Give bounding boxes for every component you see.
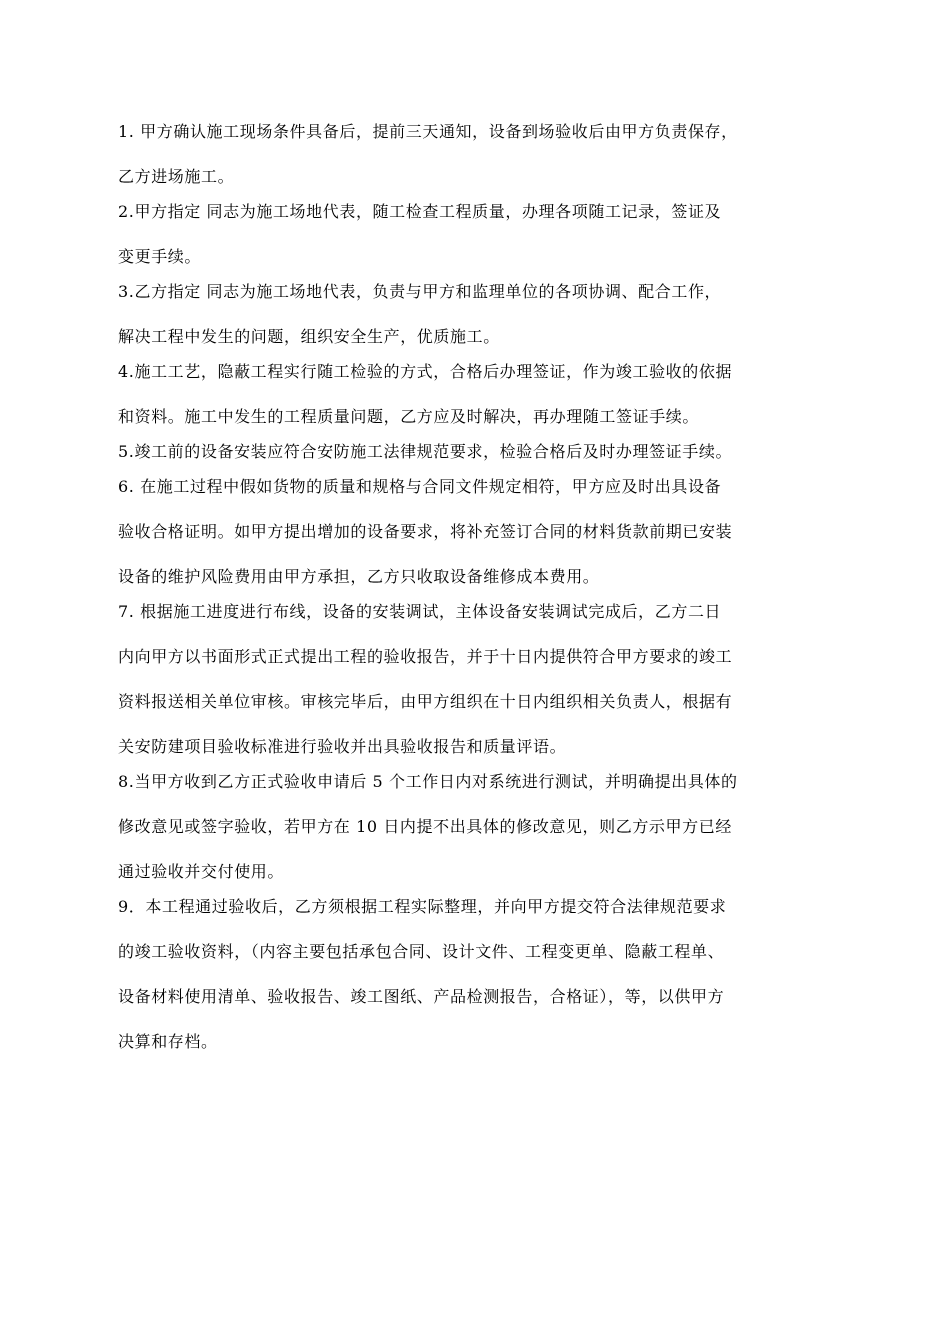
clause-line: 6. 在施工过程中假如货物的质量和规格与合同文件规定相符，甲方应及时出具设备 — [118, 477, 722, 496]
clause-line: 和资料。施工中发生的工程质量问题，乙方应及时解决，再办理随工签证手续。 — [118, 407, 700, 426]
clause-line: 决算和存档。 — [118, 1032, 218, 1051]
clause-line: 修改意见或签字验收，若甲方在 10 日内提不出具体的修改意见，则乙方示甲方已经 — [118, 817, 732, 836]
clause-line: 8.当甲方收到乙方正式验收申请后 5 个工作日内对系统进行测试，并明确提出具体的 — [118, 772, 738, 791]
contract-clauses — [118, 119, 834, 1055]
clause-line: 4.施工工艺，隐蔽工程实行随工检验的方式，合格后办理签证，作为竣工验收的依据 — [118, 362, 733, 381]
clause-line: 验收合格证明。如甲方提出增加的设备要求，将补充签订合同的材料货款前期已安装 — [118, 522, 733, 541]
clause-6 — [118, 474, 834, 590]
clause-line: 9．本工程通过验收后，乙方须根据工程实际整理，并向甲方提交符合法律规范要求 — [118, 897, 727, 916]
clause-line: 设备材料使用清单、验收报告、竣工图纸、产品检测报告，合格证），等，以供甲方 — [118, 987, 725, 1006]
clause-line: 5.竣工前的设备安装应符合安防施工法律规范要求，检验合格后及时办理签证手续。 — [118, 442, 733, 461]
clause-2 — [118, 199, 834, 270]
clause-7 — [118, 599, 834, 760]
clause-line: 2.甲方指定 同志为施工场地代表，随工检查工程质量，办理各项随工记录，签证及 — [118, 202, 722, 221]
clause-8 — [118, 769, 834, 885]
clause-line: 资料报送相关单位审核。审核完毕后，由甲方组织在十日内组织相关负责人，根据有 — [118, 692, 733, 711]
clause-line: 乙方进场施工。 — [118, 167, 235, 186]
clause-line: 3.乙方指定 同志为施工场地代表，负责与甲方和监理单位的各项协调、配合工作， — [118, 282, 722, 301]
clause-line: 1. 甲方确认施工现场条件具备后，提前三天通知，设备到场验收后由甲方负责保存， — [118, 122, 738, 141]
clause-line: 通过验收并交付使用。 — [118, 862, 285, 881]
clause-line: 内向甲方以书面形式正式提出工程的验收报告，并于十日内提供符合甲方要求的竣工 — [118, 647, 733, 666]
clause-line: 关安防建项目验收标准进行验收并出具验收报告和质量评语。 — [118, 737, 567, 756]
clause-5 — [118, 439, 834, 465]
clause-4 — [118, 359, 834, 430]
clause-1 — [118, 119, 834, 190]
clause-line: 解决工程中发生的问题，组织安全生产，优质施工。 — [118, 327, 500, 346]
clause-9 — [118, 894, 834, 1055]
clause-3 — [118, 279, 834, 350]
clause-line: 设备的维护风险费用由甲方承担，乙方只收取设备维修成本费用。 — [118, 567, 600, 586]
clause-line: 的竣工验收资料，（内容主要包括承包合同、设计文件、工程变更单、隐蔽工程单、 — [118, 942, 725, 961]
clause-line: 7. 根据施工进度进行布线，设备的安装调试，主体设备安装调试完成后，乙方二日 — [118, 602, 722, 621]
clause-line: 变更手续。 — [118, 247, 202, 266]
